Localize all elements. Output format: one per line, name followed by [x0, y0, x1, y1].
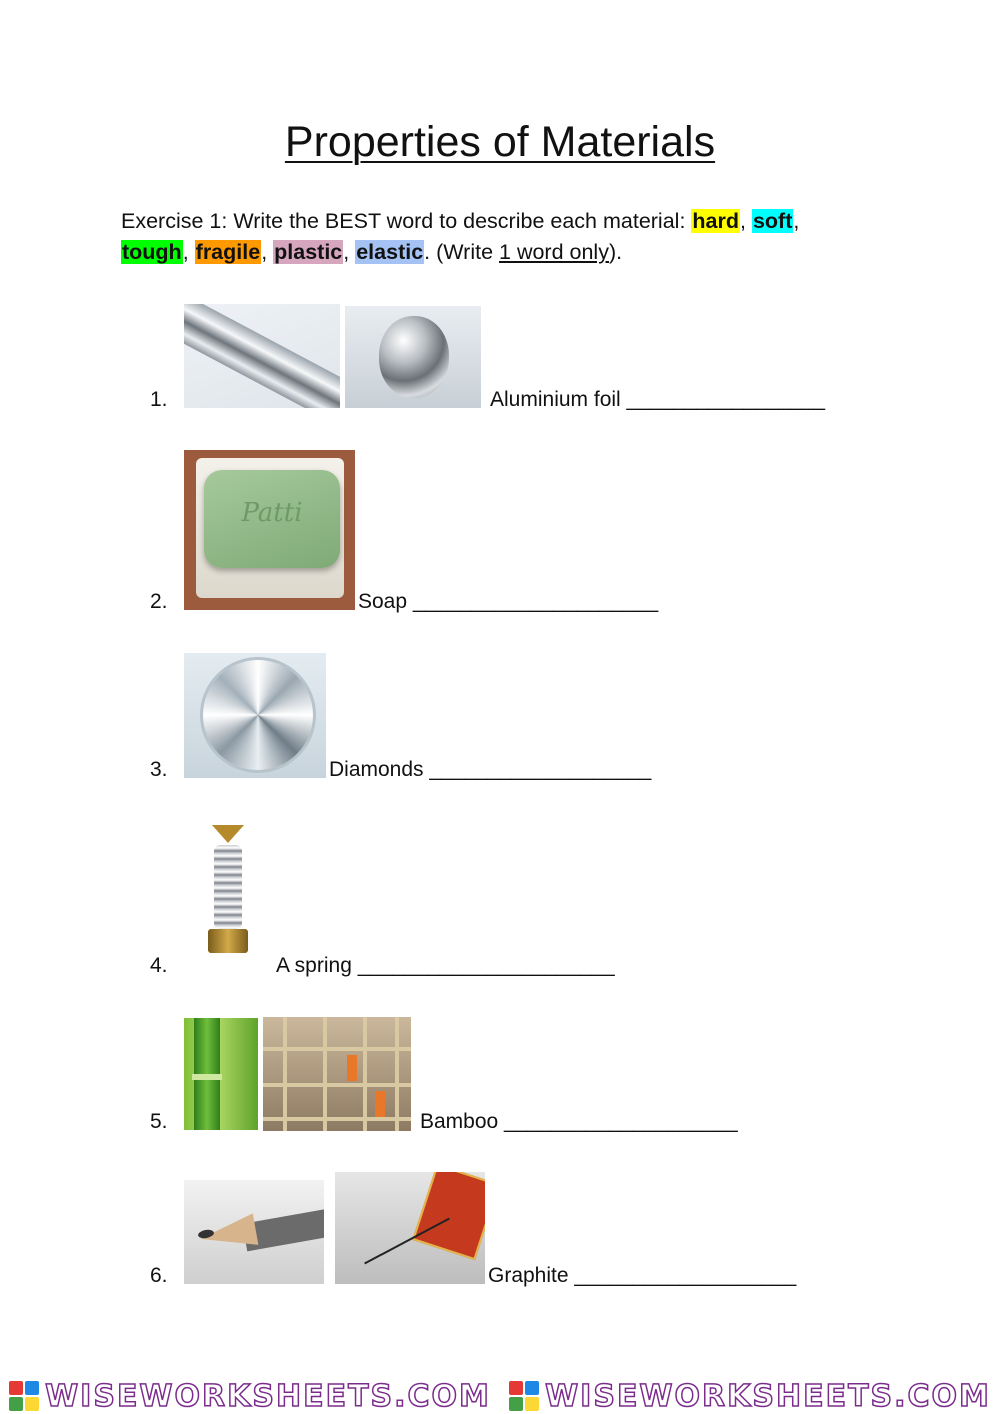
item-6-label: Graphite ___________________ — [488, 1264, 797, 1287]
item-3-number: 3. — [150, 758, 168, 781]
word-hard: hard — [692, 209, 739, 233]
item-2-label: Soap _____________________ — [358, 590, 659, 613]
word-tough: tough — [122, 240, 182, 264]
bamboo-image — [184, 1018, 258, 1130]
instructions-prefix: Exercise 1: Write the BEST word to describe each material: — [121, 209, 692, 233]
bamboo-scaffold-image — [263, 1017, 411, 1131]
item-1-label: Aluminium foil _________________ — [490, 388, 826, 411]
soap-image — [184, 450, 355, 610]
wiseworksheets-logo-icon — [9, 1381, 39, 1411]
instructions-emphasis: 1 word only — [499, 240, 609, 264]
word-elastic: elastic — [356, 240, 424, 264]
exercise-instructions — [121, 206, 881, 268]
word-plastic: plastic — [274, 240, 343, 264]
watermark-left — [9, 1379, 491, 1414]
diamond-image — [184, 653, 326, 778]
word-soft: soft — [752, 209, 793, 233]
item-3-label: Diamonds ___________________ — [329, 758, 652, 781]
watermark-text: WISEWORKSHEETS.COM — [545, 1378, 991, 1414]
item-2-number: 2. — [150, 590, 168, 613]
separator: , — [343, 240, 356, 264]
instructions-suffix-close: ). — [608, 240, 623, 264]
item-6-number: 6. — [150, 1264, 168, 1287]
footer-watermark — [0, 1378, 1000, 1414]
pencil-leads-image — [335, 1172, 485, 1284]
watermark-right — [509, 1379, 991, 1414]
wiseworksheets-logo-icon — [509, 1381, 539, 1411]
item-5-label: Bamboo ____________________ — [420, 1110, 738, 1133]
pencil-image — [184, 1180, 324, 1284]
item-4-label: A spring ______________________ — [276, 954, 615, 977]
item-5-number: 5. — [150, 1110, 168, 1133]
foil-roll-image — [184, 304, 340, 408]
item-1-number: 1. — [150, 388, 168, 411]
item-4-number: 4. — [150, 954, 168, 977]
separator: , — [261, 240, 274, 264]
separator: , — [182, 240, 195, 264]
instructions-suffix-open: . (Write — [424, 240, 500, 264]
watermark-text: WISEWORKSHEETS.COM — [45, 1378, 491, 1414]
separator: , — [793, 209, 800, 233]
word-fragile: fragile — [195, 240, 261, 264]
soap-imprint: Patti — [241, 498, 303, 528]
separator: , — [739, 209, 752, 233]
page-title: Properties of Materials — [284, 118, 716, 166]
foil-ball-image — [345, 306, 481, 408]
spring-image — [186, 825, 272, 953]
